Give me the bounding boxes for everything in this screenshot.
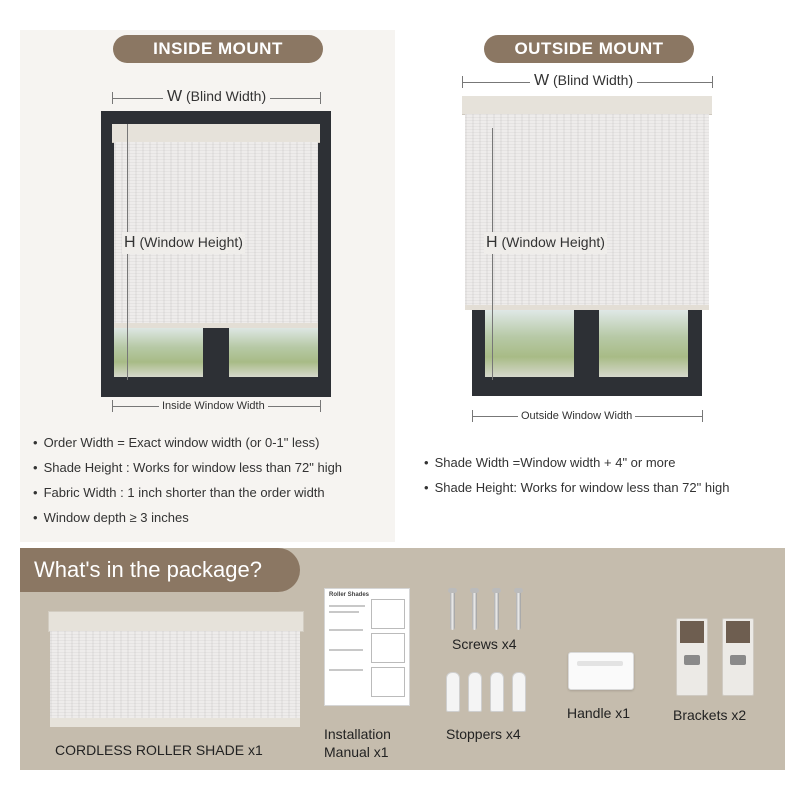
outside-mount-notes (424, 450, 729, 500)
manual-text-line (329, 649, 363, 651)
manual-text-line (329, 669, 363, 671)
outside-h-letter: H (486, 234, 498, 251)
inside-width-tick-right (320, 92, 321, 104)
outside-width-tick-left (462, 76, 463, 88)
inside-note-shade-height: • Shade Height : Works for window less than 72" high (33, 455, 342, 480)
inside-width-label (163, 88, 270, 106)
manual-diagram (371, 599, 405, 629)
outside-w-letter: W (534, 72, 550, 89)
inside-window-width-tick-left (112, 400, 113, 412)
package-shade-bottom-rail (50, 718, 300, 727)
inside-note-window-depth: • Window depth ≥ 3 inches (33, 505, 342, 530)
handle-icon (568, 652, 634, 690)
outside-window-glass-left (485, 310, 574, 377)
inside-h-letter: H (124, 234, 136, 251)
package-label-brackets: Brackets x2 (673, 707, 747, 723)
manual-text-line (329, 605, 365, 607)
manual-label-line2: Manual x1 (324, 744, 389, 760)
outside-window-width-tick-right (702, 410, 703, 422)
outside-note-shade-height: • Shade Height: Works for window less than 72" high (424, 475, 729, 500)
package-title: What's in the package? (20, 548, 300, 592)
screw-icon (472, 590, 477, 630)
handle-groove (577, 661, 623, 666)
outside-roller-cassette (462, 96, 712, 115)
stopper-icon (490, 672, 504, 712)
package-shade-fabric (50, 631, 300, 719)
bracket-clip (726, 621, 750, 643)
inside-window-width-label: Inside Window Width (159, 400, 268, 412)
inside-mount-title: INSIDE MOUNT (113, 35, 323, 63)
outside-h-text: (Window Height) (501, 234, 605, 250)
outside-bottom-rail (465, 305, 709, 310)
inside-w-text: (Blind Width) (186, 88, 267, 104)
inside-width-tick-left (112, 92, 113, 104)
screw-icon (450, 590, 455, 630)
package-label-stoppers: Stoppers x4 (446, 726, 521, 742)
screw-icon (516, 590, 521, 630)
manual-label-line1: Installation (324, 726, 391, 742)
package-label-handle: Handle x1 (567, 705, 631, 721)
bracket-screw-slot (684, 655, 700, 665)
inside-height-label (122, 232, 245, 254)
inside-window-width-tick-right (320, 400, 321, 412)
bracket-icon (722, 618, 754, 696)
outside-window-width-label: Outside Window Width (518, 410, 635, 422)
manual-diagram (371, 633, 405, 663)
inside-w-letter: W (167, 88, 183, 105)
stopper-icon (512, 672, 526, 712)
outside-note-shade-width: • Shade Width =Window width + 4" or more (424, 450, 729, 475)
outside-w-text: (Blind Width) (553, 72, 634, 88)
outside-height-label (484, 232, 607, 254)
manual-text-line (329, 611, 359, 613)
stopper-icon (446, 672, 460, 712)
manual-image (324, 588, 410, 706)
package-shade-cassette (48, 611, 304, 632)
outside-window-width-tick-left (472, 410, 473, 422)
inside-bottom-rail (114, 323, 318, 328)
bracket-screw-slot (730, 655, 746, 665)
inside-h-text: (Window Height) (139, 234, 243, 250)
inside-note-fabric-width: • Fabric Width : 1 inch shorter than the order width (33, 480, 342, 505)
package-label-manual (324, 725, 391, 761)
outside-window-glass-right (599, 310, 688, 377)
outside-width-tick-right (712, 76, 713, 88)
bracket-clip (680, 621, 704, 643)
package-label-screws: Screws x4 (452, 636, 517, 652)
inside-window-glass-right (229, 327, 318, 377)
outside-width-label (530, 72, 637, 90)
manual-cover-title: Roller Shades (329, 592, 370, 598)
inside-roller-cassette (112, 124, 320, 143)
package-label-shade: CORDLESS ROLLER SHADE x1 (55, 742, 263, 758)
inside-mount-notes (33, 430, 342, 530)
screw-icon (494, 590, 499, 630)
outside-height-dimension-line (492, 128, 493, 380)
manual-diagram (371, 667, 405, 697)
inside-note-order-width: • Order Width = Exact window width (or 0-1" less) (33, 430, 342, 455)
manual-text-line (329, 629, 363, 631)
outside-mount-title: OUTSIDE MOUNT (484, 35, 694, 63)
outside-shade-fabric (465, 114, 709, 307)
bracket-icon (676, 618, 708, 696)
stopper-icon (468, 672, 482, 712)
